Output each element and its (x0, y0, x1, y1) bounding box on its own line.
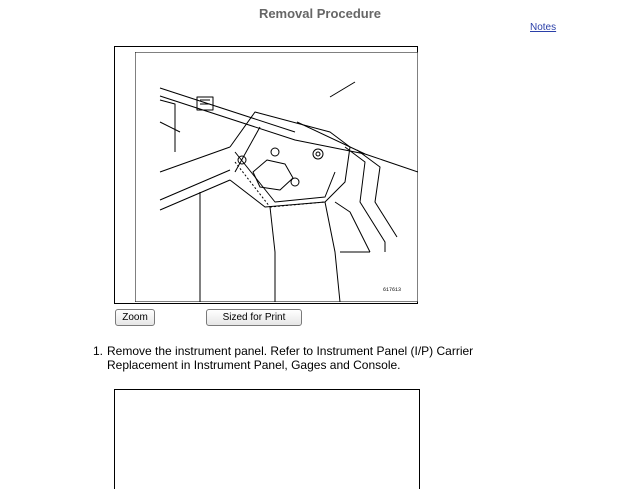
figure-id: 617613 (383, 287, 402, 293)
sized-for-print-button[interactable]: Sized for Print (206, 309, 302, 326)
step-number: 1. (93, 344, 104, 358)
step-text: Remove the instrument panel. Refer to Instrument Panel (I/P) Carrier Replacement in Instrument Panel, Gages and Console. (107, 344, 474, 372)
second-figure-frame (114, 389, 420, 489)
page-title: Removal Procedure (258, 6, 382, 21)
notes-link[interactable]: Notes (530, 22, 557, 33)
instrument-panel-illustration (135, 52, 418, 302)
zoom-button[interactable]: Zoom (115, 309, 155, 326)
